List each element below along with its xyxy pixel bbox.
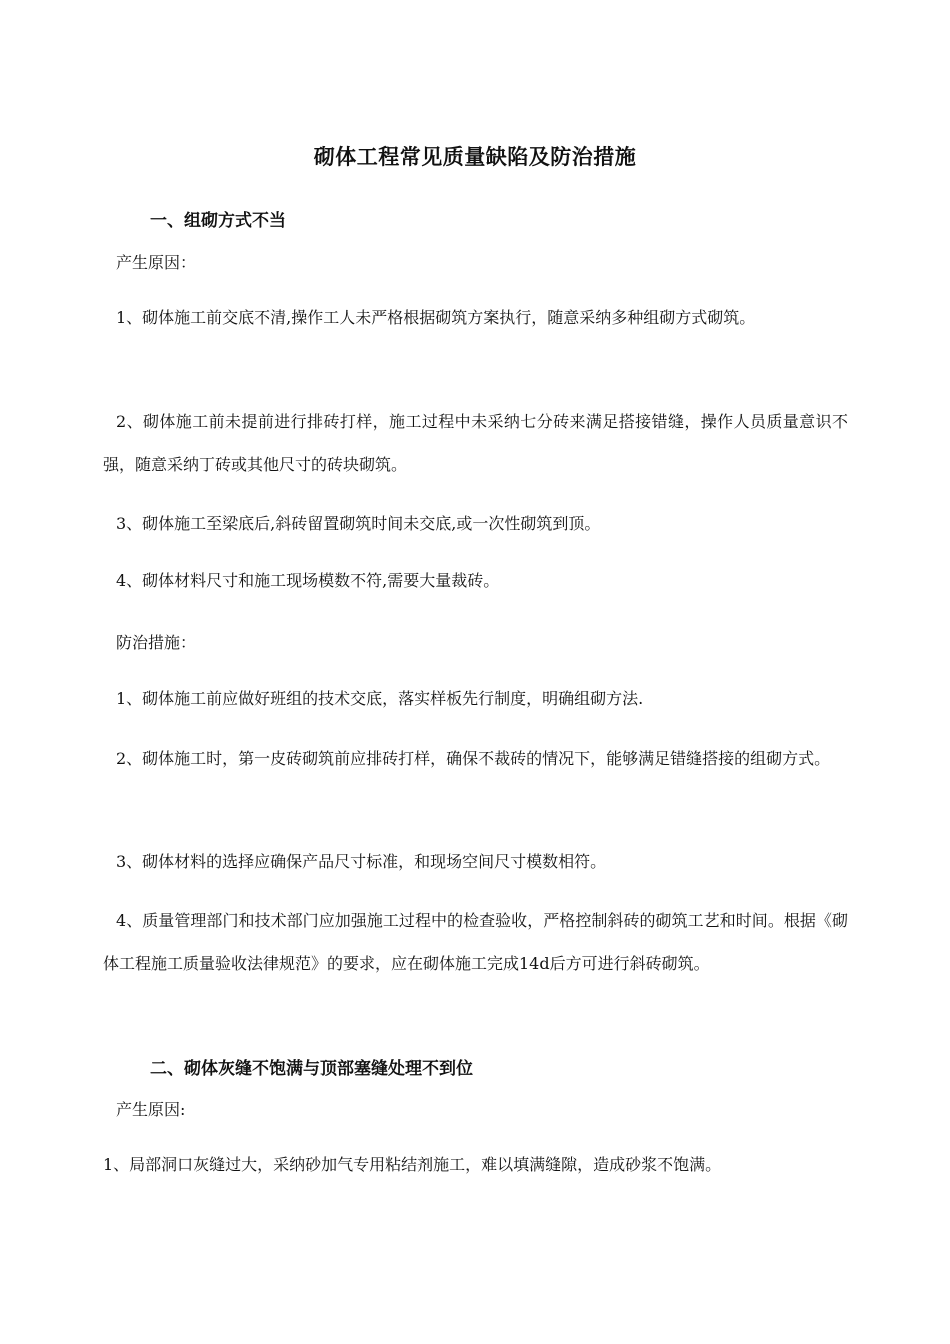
section-1-measure-2: 2、砌体施工时，第一皮砖砌筑前应排砖打样，确保不裁砖的情况下，能够满足错缝搭接的组砌方式。 bbox=[116, 749, 831, 768]
section-2-cause-label: 产生原因: bbox=[116, 1100, 186, 1119]
section-1-measure-4: 4、质量管理部门和技术部门应加强施工过程中的检查验收，严格控制斜砖的砌筑工艺和时间。根据《砌体工程施工质量验收法律规范》的要求，应在砌体施工完成14d后方可进行斜砖砌筑。 bbox=[103, 911, 848, 973]
section-1-cause-2: 2、砌体施工前未提前进行排砖打样，施工过程中未采纳七分砖来满足搭接错缝，操作人员质量意识不强，随意采纳丁砖或其他尺寸的砖块砌筑。 bbox=[103, 412, 848, 474]
section-1-cause-3: 3、砌体施工至梁底后,斜砖留置砌筑时间未交底,或一次性砌筑到顶。 bbox=[116, 514, 601, 533]
section-1-heading: 一、组砌方式不当 bbox=[150, 211, 286, 231]
document-title: 砌体工程常见质量缺陷及防治措施 bbox=[313, 145, 637, 169]
section-1-cause-1: 1、砌体施工前交底不清,操作工人未严格根据砌筑方案执行，随意采纳多种组砌方式砌筑。 bbox=[116, 308, 756, 327]
section-1-measure-1: 1、砌体施工前应做好班组的技术交底，落实样板先行制度，明确组砌方法. bbox=[116, 689, 644, 708]
section-2-cause-1: 1、局部洞口灰缝过大，采纳砂加气专用粘结剂施工，难以填满缝隙，造成砂浆不饱满。 bbox=[103, 1155, 722, 1174]
section-1-measure-3: 3、砌体材料的选择应确保产品尺寸标准，和现场空间尺寸模数相符。 bbox=[116, 852, 607, 871]
section-2-heading: 二、砌体灰缝不饱满与顶部塞缝处理不到位 bbox=[150, 1059, 473, 1079]
section-1-cause-label: 产生原因： bbox=[116, 253, 197, 272]
section-1-cause-4: 4、砌体材料尺寸和施工现场模数不符,需要大量裁砖。 bbox=[116, 571, 500, 590]
section-1-measure-label: 防治措施： bbox=[116, 633, 197, 652]
